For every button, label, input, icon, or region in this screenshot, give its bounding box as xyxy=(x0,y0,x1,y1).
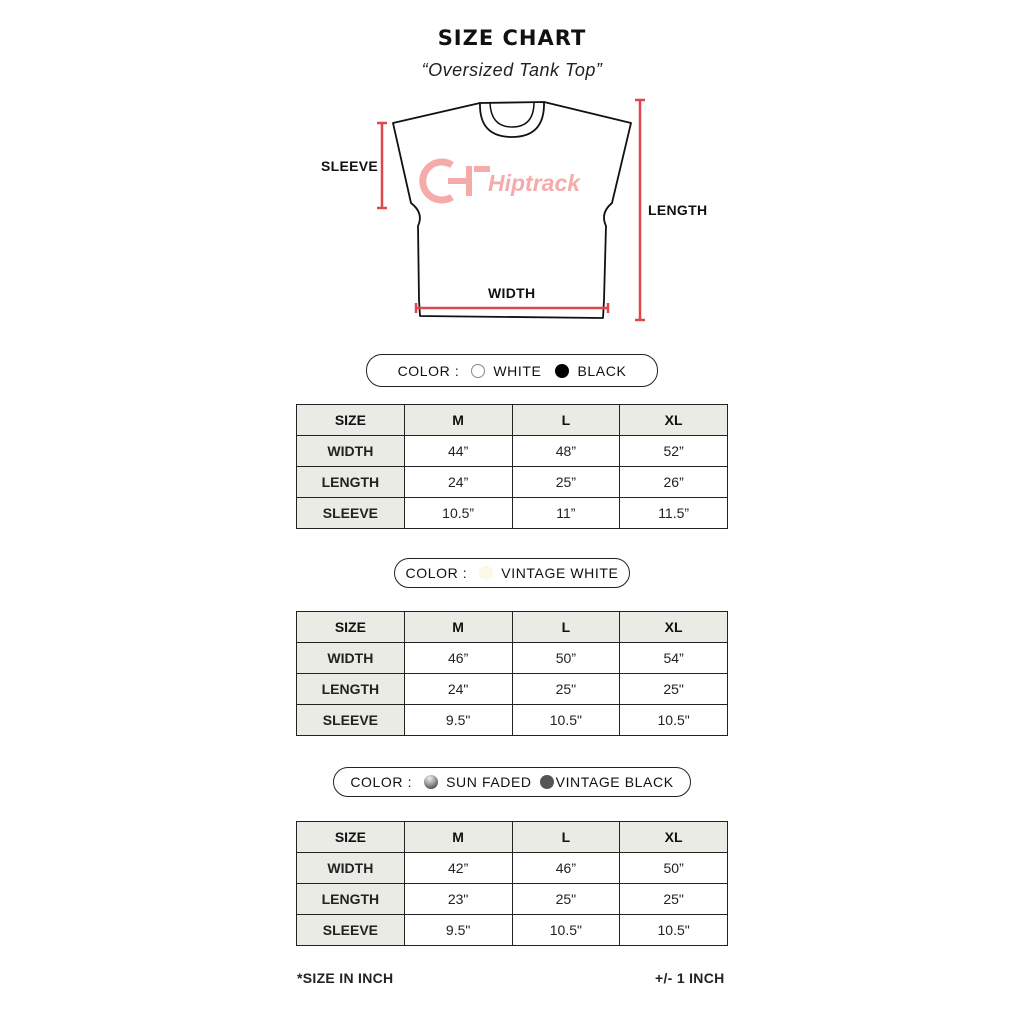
row-label: LENGTH xyxy=(297,884,405,915)
table-row xyxy=(297,498,728,529)
size-table-vintage-white xyxy=(296,611,728,736)
black-swatch-icon xyxy=(555,364,569,378)
header-cell: SIZE xyxy=(297,405,405,436)
table-cell: 10.5" xyxy=(620,705,728,736)
vintage-black-swatch-icon xyxy=(540,775,554,789)
table-cell: 11” xyxy=(512,498,620,529)
tolerance-note: +/- 1 INCH xyxy=(655,970,725,986)
header-cell: L xyxy=(512,405,620,436)
length-label: LENGTH xyxy=(648,202,708,218)
width-label: WIDTH xyxy=(488,285,536,301)
color-label: COLOR : xyxy=(405,565,468,581)
header-cell: XL xyxy=(620,822,728,853)
sleeve-label: SLEEVE xyxy=(321,158,379,174)
logo-text: Hiptrack xyxy=(488,170,581,196)
page-title: SIZE CHART xyxy=(437,26,587,50)
color-option-sun-faded: SUN FADED xyxy=(446,774,532,790)
row-label: SLEEVE xyxy=(297,498,405,529)
table-row xyxy=(297,643,728,674)
table-cell: 9.5" xyxy=(404,705,512,736)
header-cell: SIZE xyxy=(297,612,405,643)
table-cell: 9.5" xyxy=(404,915,512,946)
table-cell: 44” xyxy=(404,436,512,467)
header-cell: L xyxy=(512,822,620,853)
size-table-sun-faded-vintage-black xyxy=(296,821,728,946)
color-label: COLOR : xyxy=(397,362,460,379)
row-label: WIDTH xyxy=(297,643,405,674)
row-label: LENGTH xyxy=(297,467,405,498)
table-row xyxy=(297,915,728,946)
white-swatch-icon xyxy=(471,364,485,378)
table-cell: 10.5" xyxy=(512,705,620,736)
table-cell: 24" xyxy=(404,674,512,705)
header-cell: M xyxy=(404,612,512,643)
table-header-row xyxy=(297,405,728,436)
row-label: LENGTH xyxy=(297,674,405,705)
color-option-vintage-white: VINTAGE WHITE xyxy=(501,565,619,581)
table-cell: 25" xyxy=(512,884,620,915)
table-cell: 10.5" xyxy=(620,915,728,946)
table-cell: 48” xyxy=(512,436,620,467)
table-cell: 26” xyxy=(620,467,728,498)
table-row xyxy=(297,467,728,498)
table-cell: 11.5” xyxy=(620,498,728,529)
table-row xyxy=(297,674,728,705)
table-cell: 25" xyxy=(620,884,728,915)
size-table-white-black xyxy=(296,404,728,529)
color-label: COLOR : xyxy=(350,774,413,790)
sleeve-measure-line xyxy=(377,123,387,208)
table-cell: 42” xyxy=(404,853,512,884)
table-cell: 54” xyxy=(620,643,728,674)
header-cell: L xyxy=(512,612,620,643)
table-header-row xyxy=(297,822,728,853)
table-cell: 46” xyxy=(512,853,620,884)
color-option-black: BLACK xyxy=(577,362,627,379)
header-cell: SIZE xyxy=(297,822,405,853)
table-cell: 50” xyxy=(620,853,728,884)
table-cell: 23" xyxy=(404,884,512,915)
table-row xyxy=(297,705,728,736)
table-cell: 24” xyxy=(404,467,512,498)
color-pill-white-black xyxy=(366,354,658,387)
table-cell: 52” xyxy=(620,436,728,467)
color-option-vintage-black: VINTAGE BLACK xyxy=(555,774,674,790)
table-cell: 50” xyxy=(512,643,620,674)
vintage-white-swatch-icon xyxy=(479,566,493,580)
table-cell: 25" xyxy=(512,674,620,705)
table-row xyxy=(297,884,728,915)
header-cell: XL xyxy=(620,405,728,436)
table-cell: 10.5" xyxy=(512,915,620,946)
table-header-row xyxy=(297,612,728,643)
unit-note: *SIZE IN INCH xyxy=(297,970,394,986)
length-measure-line xyxy=(635,100,645,320)
table-cell: 10.5” xyxy=(404,498,512,529)
table-row xyxy=(297,436,728,467)
table-cell: 46” xyxy=(404,643,512,674)
product-subtitle: “Oversized Tank Top” xyxy=(421,60,603,80)
header-cell: XL xyxy=(620,612,728,643)
color-option-white: WHITE xyxy=(493,362,542,379)
color-pill-vintage-white xyxy=(394,558,630,588)
row-label: WIDTH xyxy=(297,436,405,467)
header-cell: M xyxy=(404,405,512,436)
color-pill-sun-faded-vintage-black xyxy=(333,767,691,797)
table-row xyxy=(297,853,728,884)
row-label: WIDTH xyxy=(297,853,405,884)
table-cell: 25" xyxy=(620,674,728,705)
row-label: SLEEVE xyxy=(297,705,405,736)
table-cell: 25” xyxy=(512,467,620,498)
row-label: SLEEVE xyxy=(297,915,405,946)
header-cell: M xyxy=(404,822,512,853)
sun-faded-swatch-icon xyxy=(424,775,438,789)
